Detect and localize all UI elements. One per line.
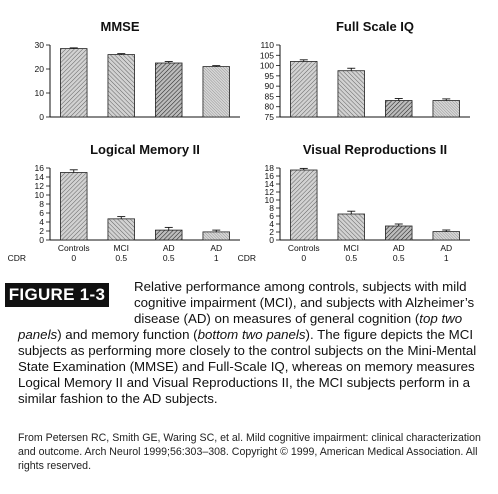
bar-2: [108, 219, 135, 240]
y-tick-label: 6: [39, 208, 44, 218]
bar-4: [203, 232, 230, 240]
cdr-label: CDR: [237, 253, 256, 263]
bar-1: [60, 49, 87, 117]
chart-panel-4: [238, 142, 470, 263]
bar-2: [338, 71, 365, 117]
source-credit: From Petersen RC, Smith GE, Waring SC, et al. Mild cognitive impairment: clinical characterization and outcome. Arch Neurol 1999;56:303–308. Copyright © 1999, American Medical Association. All rights reserved.: [18, 432, 481, 472]
y-tick-label: 6: [269, 211, 274, 221]
cdr-value: 0.5: [392, 253, 405, 263]
cdr-value: 0.5: [345, 253, 358, 263]
y-tick-label: 14: [34, 172, 44, 182]
y-tick-label: 14: [264, 179, 274, 189]
y-tick-label: 10: [34, 88, 44, 98]
bar-4: [203, 67, 230, 117]
y-tick-label: 95: [264, 70, 274, 81]
chart-panel-3: [8, 142, 240, 263]
x-tick-label: AD: [392, 243, 405, 253]
x-tick-label: AD: [210, 243, 223, 253]
y-tick-label: 30: [34, 40, 44, 50]
y-tick-label: 85: [264, 91, 274, 102]
cdr-value: 0: [71, 253, 77, 263]
bar-1: [290, 170, 317, 240]
chart-title: Logical Memory II: [90, 142, 200, 157]
bar-2: [108, 55, 135, 117]
chart-title: MMSE: [100, 19, 140, 34]
x-tick-label: MCI: [343, 243, 360, 253]
caption-text-3: ). The figure depicts the MCI subjects as performing more closely to the control subjects on the Mini-Mental State Examination (MMSE) and Full-Scale IQ, whereas on memory measures Logical Memory II and Visual Reproductions II, the MCI subjects perform in a similar fashion to the AD subjects.: [18, 327, 477, 406]
y-tick-label: 12: [264, 187, 274, 197]
y-tick-label: 2: [39, 226, 44, 236]
y-tick-label: 100: [259, 60, 274, 71]
bar-2: [338, 214, 365, 240]
chart-title: Full Scale IQ: [335, 19, 415, 34]
y-tick-label: 10: [264, 195, 274, 205]
cdr-value: 0.5: [115, 253, 128, 263]
y-tick-label: 2: [269, 227, 274, 237]
chart-panel-1: [35, 19, 240, 122]
y-tick-label: 90: [264, 81, 274, 92]
bar-3: [155, 63, 182, 117]
y-tick-label: 80: [264, 101, 274, 112]
cdr-value: 1: [213, 253, 219, 263]
figure-caption: [18, 279, 486, 407]
y-tick-label: 20: [34, 64, 44, 74]
y-tick-label: 8: [269, 203, 274, 213]
bar-3: [385, 101, 412, 117]
caption-text-2: ) and memory function (: [57, 327, 198, 342]
x-tick-label: Controls: [57, 243, 90, 253]
y-tick-label: 18: [264, 163, 274, 173]
chart-title: Visual Reproductions II: [302, 142, 448, 157]
bar-1: [290, 61, 317, 117]
bar-3: [155, 230, 182, 240]
cdr-value: 0: [301, 253, 307, 263]
x-tick-label: MCI: [113, 243, 130, 253]
x-tick-label: Controls: [287, 243, 320, 253]
chart-panel-2: [260, 19, 470, 122]
y-tick-label: 12: [34, 181, 44, 191]
cdr-value: 1: [443, 253, 449, 263]
y-tick-label: 0: [39, 112, 44, 122]
y-tick-label: 16: [264, 171, 274, 181]
y-tick-label: 8: [39, 199, 44, 209]
caption-spacer: [18, 279, 134, 327]
bar-3: [385, 226, 412, 240]
x-tick-label: AD: [440, 243, 453, 253]
y-tick-label: 110: [260, 40, 274, 50]
x-tick-label: AD: [162, 243, 175, 253]
y-tick-label: 0: [39, 235, 44, 245]
y-tick-label: 4: [39, 217, 44, 227]
bar-1: [60, 173, 87, 241]
caption-text-1: Relative performance among controls, subjects with mild cognitive impairment (MCI), and subjects with Alzheimer’s disease (AD) on measures of general cognition (: [134, 279, 475, 326]
y-tick-label: 0: [269, 235, 274, 245]
bar-4: [433, 101, 460, 117]
cdr-label: CDR: [7, 253, 26, 263]
y-tick-label: 10: [34, 190, 44, 200]
y-tick-label: 75: [264, 112, 274, 122]
y-tick-label: 105: [259, 50, 274, 61]
figure-label: FIGURE 1-3: [5, 283, 109, 307]
cdr-value: 0.5: [162, 253, 175, 263]
bar-4: [433, 232, 460, 240]
caption-italic-1: top two panels: [18, 311, 463, 342]
y-tick-label: 4: [269, 219, 274, 229]
caption-italic-2: bottom two panels: [197, 327, 306, 342]
y-tick-label: 16: [34, 163, 44, 173]
